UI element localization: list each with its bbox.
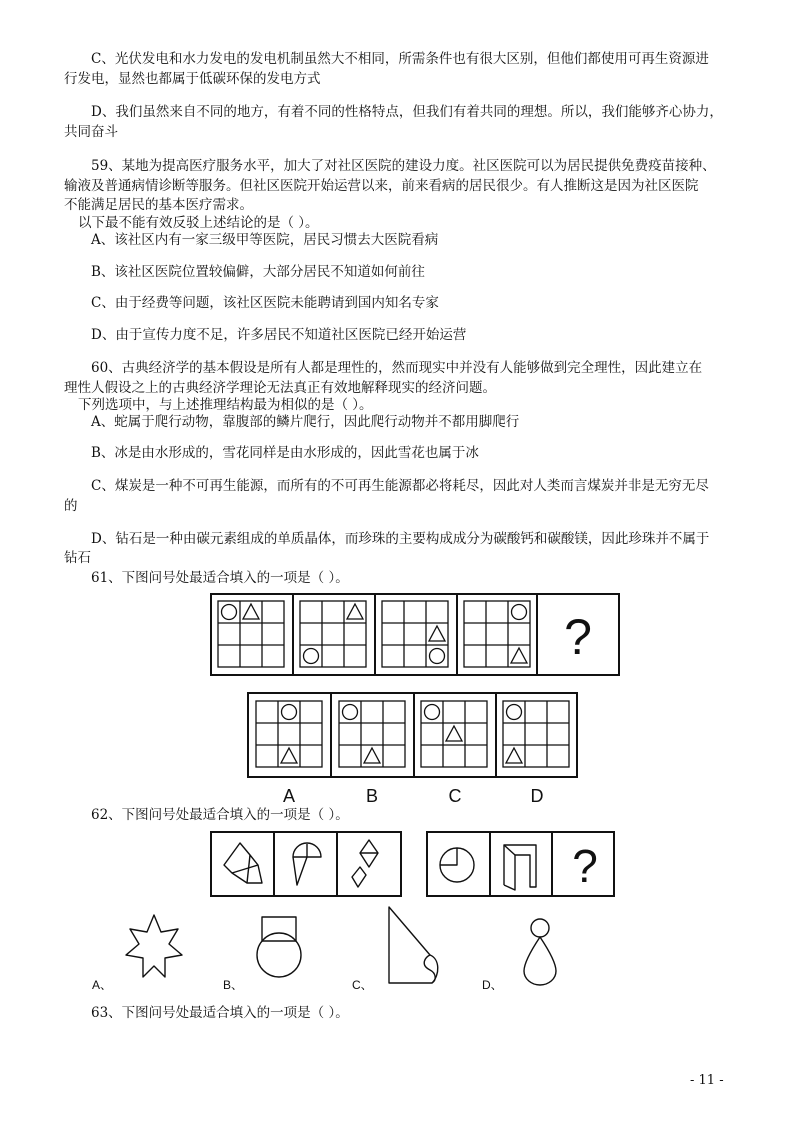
q61-option-b-grid — [339, 701, 405, 767]
q61-question-mark: ? — [564, 609, 592, 665]
circle-icon — [430, 649, 445, 664]
q62-option-a-label: A、 — [92, 978, 113, 992]
q62-figure-3 — [352, 840, 378, 887]
q61-grid-1 — [218, 601, 284, 667]
q61-grid-3 — [382, 601, 448, 667]
circle-icon — [282, 705, 297, 720]
q58-option-d-line2: 共同奋斗 — [64, 124, 118, 140]
q61-option-d-grid — [503, 701, 569, 767]
q62-option-b-circle-square-icon — [257, 917, 301, 977]
q60-stem-line2: 理性人假设之上的古典经济学理论无法真正有效地解释现实的经济问题。 — [64, 380, 496, 396]
q62-option-d-label: D、 — [482, 978, 503, 992]
triangle-icon — [347, 604, 363, 619]
q61-option-c-grid — [421, 701, 487, 767]
q62-figure-4 — [440, 848, 474, 882]
triangle-icon — [506, 748, 522, 763]
q62-option-a-star-icon — [126, 915, 182, 977]
q62-figure-5 — [504, 845, 536, 890]
q62-option-c-label: C、 — [352, 978, 373, 992]
q59-option-c: C、由于经费等问题，该社区医院未能聘请到国内知名专家 — [91, 295, 439, 311]
q60-stem-line1: 60、古典经济学的基本假设是所有人都是理性的，然而现实中并没有人能够做到完全理性，因此建立在 — [91, 360, 703, 376]
triangle-icon — [511, 648, 527, 663]
q62-left-box — [211, 832, 401, 896]
q62-figure-1 — [224, 843, 262, 883]
q62-option-c-curl-icon — [389, 907, 438, 983]
q59-question: 以下最不能有效反驳上述结论的是（ ）。 — [78, 215, 319, 231]
circle-icon — [343, 705, 358, 720]
q60-option-c-line2: 的 — [64, 498, 78, 514]
q60-option-c-line1: C、煤炭是一种不可再生能源，而所有的不可再生能源都必将耗尽，因此对人类而言煤炭并非是无穷无尽 — [91, 478, 709, 494]
q63-stem: 63、下图问号处最适合填入的一项是（ ）。 — [91, 1005, 349, 1021]
triangle-icon — [281, 748, 297, 763]
q62-stem: 62、下图问号处最适合填入的一项是（ ）。 — [91, 807, 349, 823]
q61-option-b-label: B — [365, 786, 379, 806]
q59-option-b: B、该社区医院位置较偏僻，大部分居民不知道如何前往 — [91, 264, 425, 280]
circle-icon — [507, 705, 522, 720]
circle-icon — [222, 605, 237, 620]
q59-option-d: D、由于宣传力度不足，许多居民不知道社区医院已经开始运营 — [91, 327, 467, 343]
page-number: - 11 - — [690, 1073, 724, 1088]
q62-figure — [0, 825, 800, 1000]
q60-option-d-line2: 钻石 — [64, 550, 91, 566]
q62-question-mark: ? — [572, 840, 598, 892]
q61-option-a-label: A — [282, 786, 296, 806]
q61-grid-2 — [300, 601, 366, 667]
q61-option-d-label: D — [530, 786, 544, 806]
q61-stem: 61、下图问号处最适合填入的一项是（ ）。 — [91, 570, 349, 586]
circle-icon — [512, 605, 527, 620]
q61-options-box — [248, 693, 577, 777]
triangle-icon — [243, 604, 259, 619]
q59-option-a: A、该社区内有一家三级甲等医院，居民习惯去大医院看病 — [91, 232, 439, 248]
q61-grid-4 — [464, 601, 530, 667]
q58-option-c-line1: C、光伏发电和水力发电的发电机制虽然大不相同，所需条件也有很大区别，但他们都使用可再生资源进 — [91, 51, 709, 67]
triangle-icon — [446, 726, 462, 741]
q62-figure-2 — [293, 843, 321, 885]
q61-figure — [0, 585, 800, 825]
q61-sequence-box — [211, 594, 619, 675]
q58-option-c-line2: 行发电，显然也都属于低碳环保的发电方式 — [64, 71, 321, 87]
circle-icon — [425, 705, 440, 720]
q60-option-d-line1: D、钻石是一种由碳元素组成的单质晶体，而珍珠的主要构成成分为碳酸钙和碳酸镁，因此珍珠并不属于 — [91, 531, 710, 547]
triangle-icon — [364, 748, 380, 763]
q60-option-b: B、冰是由水形成的，雪花同样是由水形成的，因此雪花也属于冰 — [91, 445, 479, 461]
q60-question: 下列选项中，与上述推理结构最为相似的是（ ）。 — [78, 397, 373, 413]
q61-option-c-label: C — [448, 786, 462, 806]
triangle-icon — [429, 626, 445, 641]
circle-icon — [304, 649, 319, 664]
q59-stem-line1: 59、某地为提高医疗服务水平，加大了对社区医院的建设力度。社区医院可以为居民提供免费疫苗接种、 — [91, 158, 716, 174]
q59-stem-line3: 不能满足居民的基本医疗需求。 — [64, 197, 253, 213]
q62-option-b-label: B、 — [223, 978, 244, 992]
q61-option-a-grid — [256, 701, 322, 767]
q59-stem-line2: 输液及普通病情诊断等服务。但社区医院开始运营以来，前来看病的居民很少。有人推断这是因为社区医院 — [64, 178, 699, 194]
q60-option-a: A、蛇属于爬行动物，靠腹部的鳞片爬行，因此爬行动物并不都用脚爬行 — [91, 414, 520, 430]
q58-option-d-line1: D、我们虽然来自不同的地方，有着不同的性格特点，但我们有着共同的理想。所以，我们能够齐心协力， — [91, 104, 723, 120]
q62-option-d-teardrop-icon — [524, 919, 556, 985]
